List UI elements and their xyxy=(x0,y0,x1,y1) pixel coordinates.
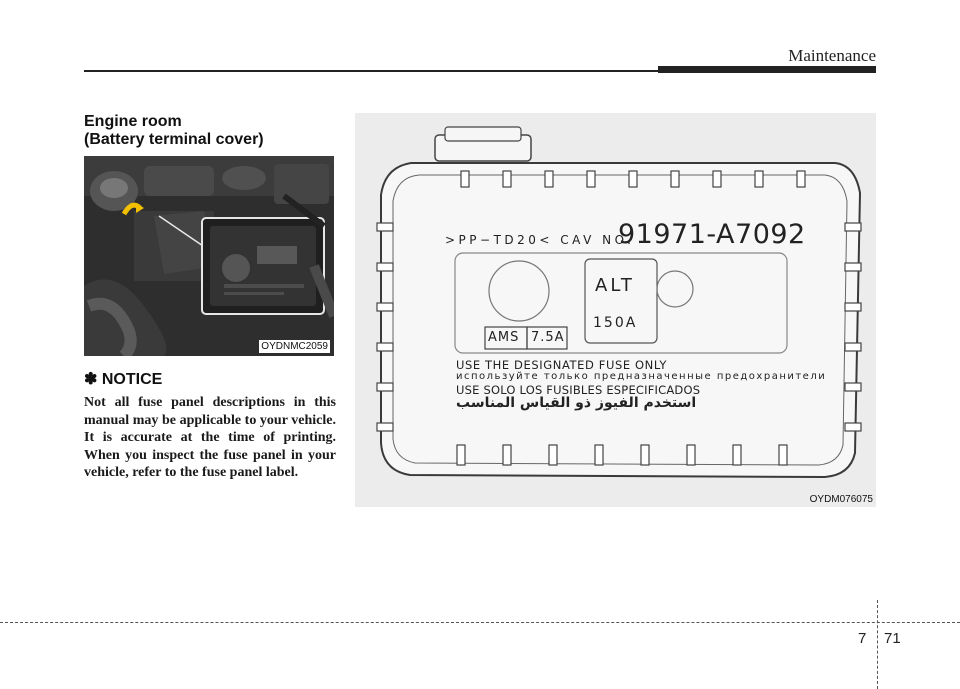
page-number: 71 xyxy=(884,630,901,647)
diagram-code: OYDM076075 xyxy=(809,494,873,505)
engine-room-illustration xyxy=(84,156,334,356)
warning-arabic: استخدم الفيوز ذو القياس المناسب xyxy=(456,395,697,411)
fuse-cover-diagram xyxy=(355,113,876,507)
notice-body: Not all fuse panel descriptions in this manual may be applicable to your vehicle. It is accurate at the time of printing. When you inspect the fuse panel in your vehicle, refer to the fuse panel label. xyxy=(84,395,336,480)
footer-rule xyxy=(0,622,960,623)
section-title: Maintenance xyxy=(788,46,876,65)
warning-russian: используйте только предназначенные предохранители xyxy=(456,371,827,382)
header-rule-accent xyxy=(658,66,876,73)
fuse-cover-outline xyxy=(355,113,876,507)
heading-line-2: (Battery terminal cover) xyxy=(84,131,264,148)
notice-title: ✽ NOTICE xyxy=(84,371,163,388)
chapter-number: 7 xyxy=(858,630,867,647)
engine-room-photo xyxy=(84,156,334,356)
warning-english: USE THE DESIGNATED FUSE ONLY xyxy=(456,358,667,372)
alt-rating: 150A xyxy=(593,315,638,331)
footer-divider xyxy=(877,600,878,689)
alt-label: ALT xyxy=(595,275,635,296)
warning-spanish: USE SOLO LOS FUSIBLES ESPECIFICADOS xyxy=(456,383,701,397)
section-heading xyxy=(84,113,344,149)
ams-rating: 7.5A xyxy=(531,330,565,345)
heading-line-1: Engine room xyxy=(84,113,182,130)
photo-code: OYDNMC2059 xyxy=(261,341,328,352)
part-number: 91971-A7092 xyxy=(618,219,806,250)
cavity-prefix: >PP−TD20< CAV NO. xyxy=(445,233,635,247)
header-rule xyxy=(84,70,684,72)
ams-label: AMS xyxy=(488,330,520,345)
